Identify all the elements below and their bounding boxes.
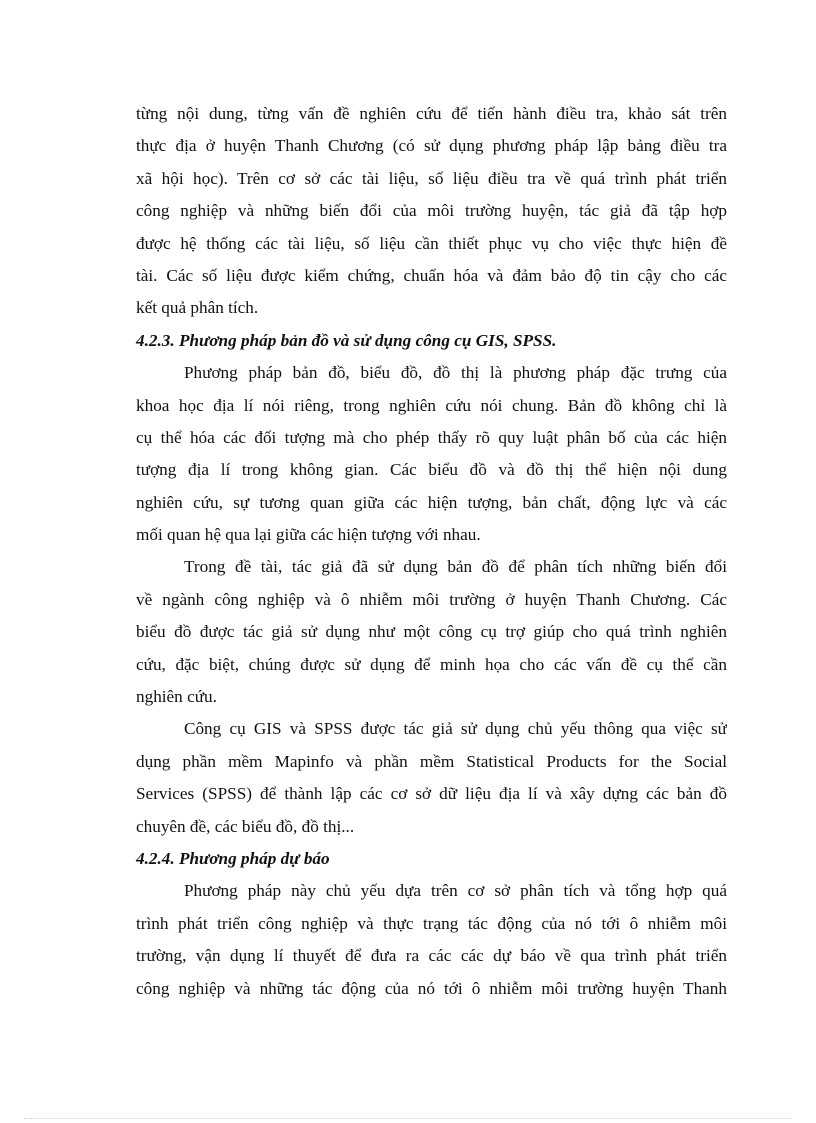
paragraph-line: Công cụ GIS và SPSS được tác giả sử dụng chủ yếu thông qua việc sử — [184, 719, 727, 739]
paragraph-line: kết quả phân tích. — [136, 298, 259, 318]
paragraph-line: tài. Các số liệu được kiểm chứng, chuẩn hóa và đảm bảo độ tin cậy cho các — [136, 265, 727, 285]
paragraph-line: tượng địa lí trong không gian. Các biểu đồ và đồ thị thể hiện nội dung — [136, 460, 727, 480]
paragraph — [136, 713, 727, 843]
paragraph — [136, 98, 727, 325]
paragraph-line: công nghiệp và những biến đổi của môi trường huyện, tác giả đã tập hợp — [136, 201, 727, 221]
paragraph-line: về ngành công nghiệp và ô nhiễm môi trường ở huyện Thanh Chương. Các — [136, 589, 727, 609]
section-heading: 4.2.3. Phương pháp bản đồ và sử dụng công cụ GIS, SPSS. — [136, 330, 557, 350]
paragraph-line: dụng phần mềm Mapinfo và phần mềm Statistical Products for the Social — [136, 751, 727, 771]
paragraph — [136, 551, 727, 713]
paragraph-line: Phương pháp bản đồ, biểu đồ, đồ thị là phương pháp đặc trưng của — [184, 363, 727, 383]
page-bottom-divider — [24, 1118, 792, 1119]
paragraph-line: biểu đồ được tác giả sử dụng như một công cụ trợ giúp cho quá trình nghiên — [136, 622, 727, 642]
paragraph-line: Services (SPSS) để thành lập các cơ sở dữ liệu địa lí và xây dựng các bản đồ — [136, 784, 727, 804]
paragraph-line: Trong đề tài, tác giả đã sử dụng bản đồ để phân tích những biến đổi — [184, 557, 727, 577]
paragraph-line: nghiên cứu. — [136, 687, 217, 707]
paragraph-line: cụ thể hóa các đối tượng mà cho phép thấy rõ quy luật phân bố của các hiện — [136, 427, 727, 447]
paragraph — [136, 875, 727, 1005]
paragraph-line: trình phát triển công nghiệp và thực trạng tác động của nó tới ô nhiễm môi — [136, 913, 727, 933]
paragraph-line: Phương pháp này chủ yếu dựa trên cơ sở phân tích và tổng hợp quá — [184, 881, 727, 901]
paragraph-line: chuyên đề, các biểu đồ, đồ thị... — [136, 816, 355, 836]
paragraph-line: mối quan hệ qua lại giữa các hiện tượng với nhau. — [136, 525, 481, 545]
paragraph-line: được hệ thống các tài liệu, số liệu cần thiết phục vụ cho việc thực hiện đề — [136, 233, 727, 253]
paragraph-line: trường, vận dụng lí thuyết để đưa ra các các dự báo về qua trình phát triển — [136, 946, 727, 966]
paragraph-line: từng nội dung, từng vấn đề nghiên cứu để tiến hành điều tra, khảo sát trên — [136, 104, 727, 123]
document-body — [136, 98, 727, 1005]
paragraph — [136, 357, 727, 551]
paragraph-line: xã hội học). Trên cơ sở các tài liệu, số liệu điều tra về quá trình phát triển — [136, 168, 727, 188]
paragraph-line: nghiên cứu, sự tương quan giữa các hiện tượng, bản chất, động lực và các — [136, 492, 727, 512]
paragraph-line: thực địa ở huyện Thanh Chương (có sử dụng phương pháp lập bảng điều tra — [136, 136, 727, 156]
paragraph-line: công nghiệp và những tác động của nó tới ô nhiễm môi trường huyện Thanh — [136, 978, 727, 998]
section-heading: 4.2.4. Phương pháp dự báo — [136, 848, 330, 868]
paragraph-line: cứu, đặc biệt, chúng được sử dụng để minh họa cho các vấn đề cụ thể cần — [136, 654, 727, 674]
paragraph-line: khoa học địa lí nói riêng, trong nghiên cứu nói chung. Bản đồ không chỉ là — [136, 395, 727, 415]
